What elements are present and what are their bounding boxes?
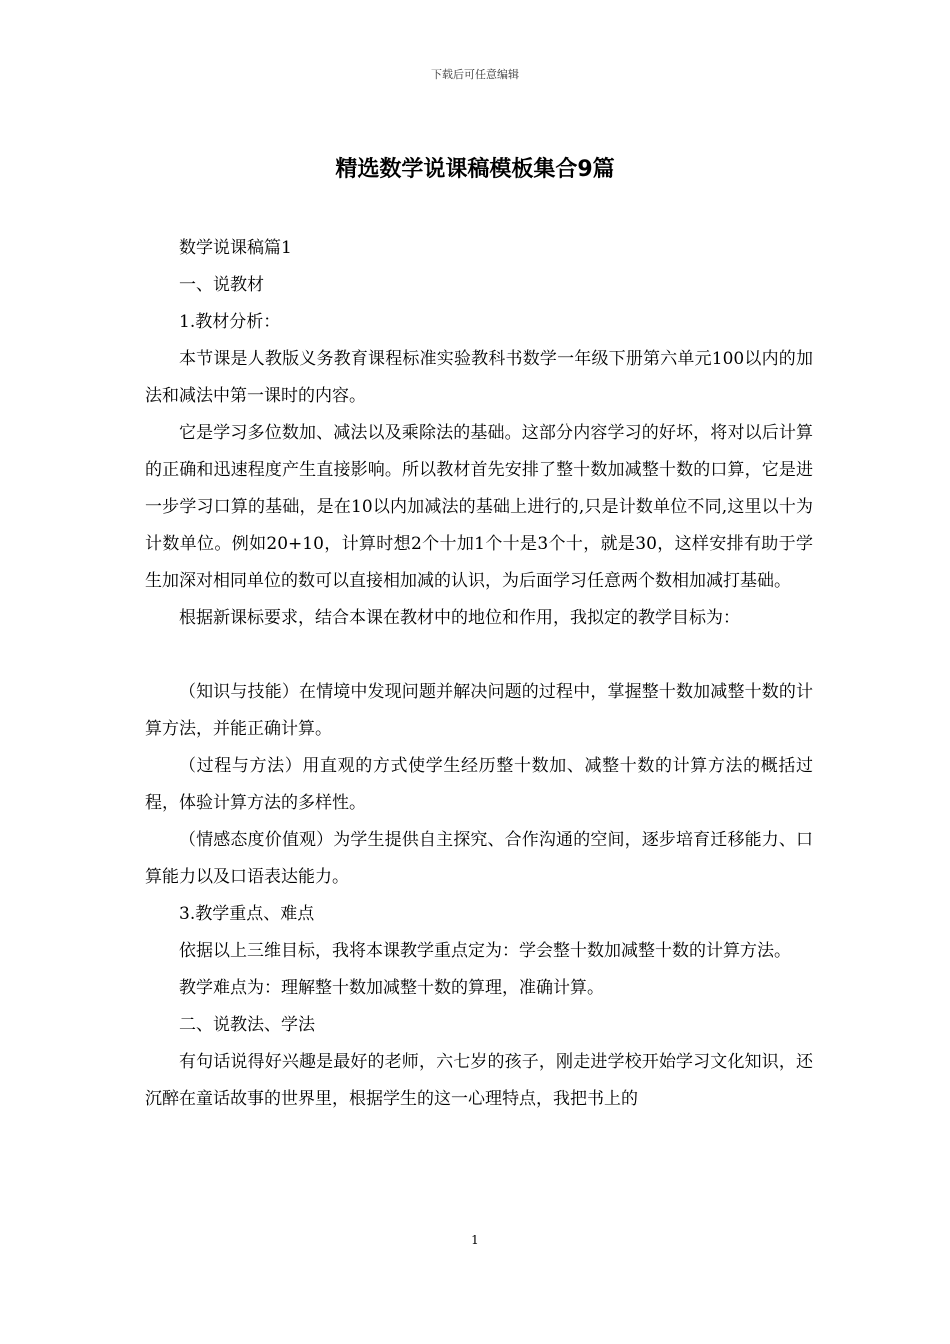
paragraph: 有句话说得好兴趣是最好的老师，六七岁的孩子，刚走进学校开始学习文化知识，还沉醉在童话故事的世界里，根据学生的这一心理特点，我把书上的 (145, 1052, 813, 1109)
paragraph: 本节课是人教版义务教育课程标准实验教科书数学一年级下册第六单元100以内的加法和减法中第一课时的内容。 (145, 349, 813, 406)
paragraph: 根据新课标要求，结合本课在教材中的地位和作用，我拟定的教学目标为： (179, 608, 740, 628)
paragraph: 依据以上三维目标，我将本课教学重点定为：学会整十数加减整十数的计算方法。 (179, 941, 791, 961)
paragraph: 教学难点为：理解整十数加减整十数的算理，准确计算。 (179, 978, 604, 998)
paragraph: 它是学习多位数加、减法以及乘除法的基础。这部分内容学习的好坏，将对以后计算的正确和迅速程度产生直接影响。所以教材首先安排了整十数加减整十数的口算，它是进一步学习口算的基础，是在10以内加减法的基础上进行的,只是计数单位不同,这里以十为计数单位。例如20+10，计算时想2个十加1个十是3个十，就是30，这样安排有助于学生加深对相同单位的数可以直接相加减的认识，为后面学习任意两个数相加减打基础。 (145, 423, 813, 591)
page-header: 下载后可任意编辑 (431, 68, 519, 81)
section-heading: 一、说教材 (179, 275, 264, 295)
paragraph: （情感态度价值观）为学生提供自主探究、合作沟通的空间，逐步培育迁移能力、口算能力以及口语表达能力。 (145, 830, 813, 887)
document-body (145, 230, 813, 1118)
section-heading: 二、说教法、学法 (179, 1015, 315, 1035)
document-title: 精选数学说课稿模板集合9篇 (335, 157, 615, 182)
subsection-heading: 1.教材分析： (179, 312, 281, 332)
paragraph: （知识与技能）在情境中发现问题并解决问题的过程中，掌握整十数加减整十数的计算方法，并能正确计算。 (145, 682, 813, 739)
paragraph: （过程与方法）用直观的方式使学生经历整十数加、减整十数的计算方法的概括过程，体验计算方法的多样性。 (145, 756, 813, 813)
subsection-heading: 3.教学重点、难点 (179, 904, 315, 924)
page-number: 1 (471, 1233, 479, 1247)
section-heading: 数学说课稿篇1 (179, 238, 292, 258)
